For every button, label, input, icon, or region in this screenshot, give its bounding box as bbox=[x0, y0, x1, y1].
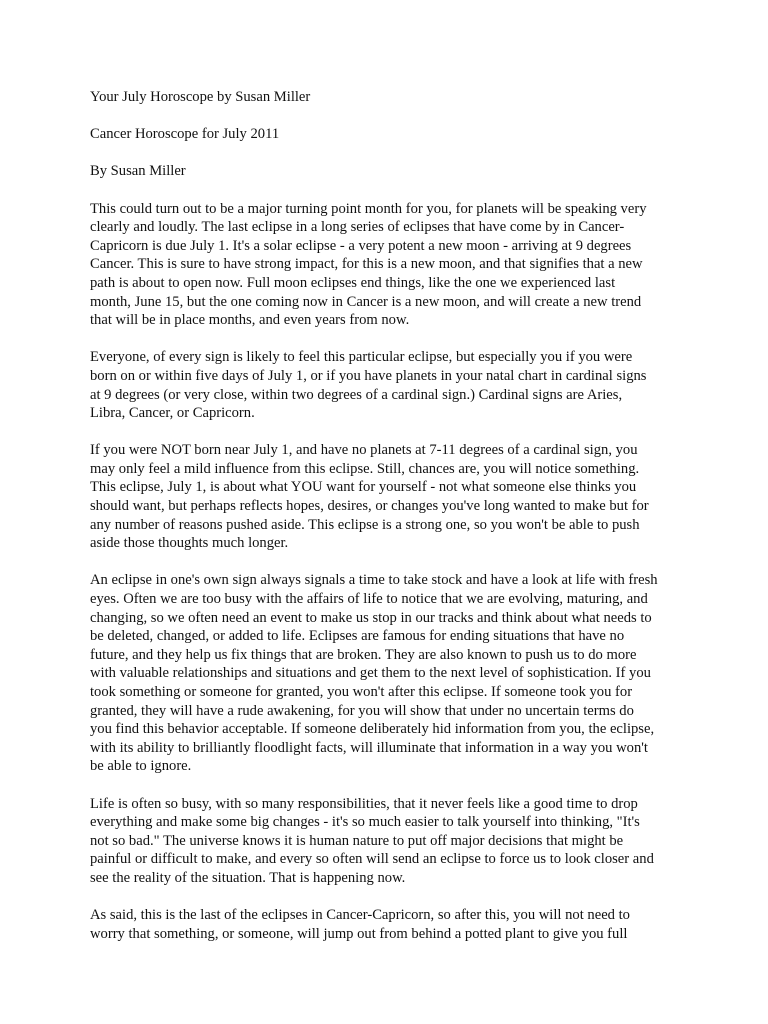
text-line: An eclipse in one's own sign always signals a time to take stock and have a look at life with fresh bbox=[90, 572, 658, 589]
document-page bbox=[90, 88, 680, 962]
text-line: should want, but perhaps reflects hopes, desires, or changes you've long wanted to make but for bbox=[90, 498, 649, 515]
text-line: As said, this is the last of the eclipses in Cancer-Capricorn, so after this, you will not need to bbox=[90, 907, 630, 924]
text-line: you find this behavior acceptable. If someone deliberately hid information from you, the eclipse, bbox=[90, 721, 655, 738]
text-line: worry that something, or someone, will jump out from behind a potted plant to give you full bbox=[90, 925, 628, 942]
text-line: clearly and loudly. The last eclipse in a long series of eclipses that have come by in Cancer- bbox=[90, 219, 625, 236]
text-line: Capricorn is due July 1. It's a solar eclipse - a very potent a new moon - arriving at 9 degrees bbox=[90, 237, 632, 254]
text-line: with valuable relationships and situations and get them to the next level of sophistication. If you bbox=[90, 665, 651, 682]
text-line: This eclipse, July 1, is about what YOU want for yourself - not what someone else thinks you bbox=[90, 479, 637, 496]
text-line: Cancer. This is sure to have strong impact, for this is a new moon, and that signifies that a new bbox=[90, 256, 643, 273]
text-line: see the reality of the situation. That is happening now. bbox=[90, 869, 406, 886]
text-line: Everyone, of every sign is likely to feel this particular eclipse, but especially you if you were bbox=[90, 349, 633, 366]
paragraph-5 bbox=[90, 795, 680, 888]
text-line: painful or difficult to make, and every so often will send an eclipse to force us to look closer and bbox=[90, 851, 654, 868]
text-line: born on or within five days of July 1, or if you have planets in your natal chart in cardinal signs bbox=[90, 367, 647, 384]
text-line: granted, they will have a rude awakening, for you will show that under no uncertain terms do bbox=[90, 702, 634, 719]
text-line: at 9 degrees (or very close, within two degrees of a cardinal sign.) Cardinal signs are Aries, bbox=[90, 386, 623, 403]
paragraph-4 bbox=[90, 571, 680, 776]
text-line: future, and they help us fix things that are broken. They are also known to push us to do more bbox=[90, 646, 637, 663]
text-line: everything and make some big changes - it's so much easier to talk yourself into thinking, "It's bbox=[90, 814, 640, 831]
text-line: Libra, Cancer, or Capricorn. bbox=[90, 405, 255, 422]
paragraph-6 bbox=[90, 906, 680, 943]
paragraph-2 bbox=[90, 348, 680, 422]
text-line: be deleted, changed, or added to life. Eclipses are famous for ending situations that have no bbox=[90, 628, 625, 645]
text-line: aside those thoughts much longer. bbox=[90, 535, 289, 552]
text-line: be able to ignore. bbox=[90, 758, 192, 775]
text-line: This could turn out to be a major turning point month for you, for planets will be speaking very bbox=[90, 200, 647, 217]
paragraph-1 bbox=[90, 200, 680, 330]
text-line: path is about to open now. Full moon eclipses end things, like the one we experienced last bbox=[90, 274, 616, 291]
document-title: Your July Horoscope by Susan Miller bbox=[90, 89, 311, 105]
document-byline: By Susan Miller bbox=[90, 163, 186, 180]
text-line: changing, so we often need an event to make us stop in our tracks and think about what needs to bbox=[90, 609, 652, 626]
text-line: month, June 15, but the one coming now in Cancer is a new moon, and will create a new trend bbox=[90, 293, 642, 310]
text-line: that will be in place months, and even years from now. bbox=[90, 312, 410, 329]
text-line: eyes. Often we are too busy with the affairs of life to notice that we are evolving, maturing, and bbox=[90, 591, 648, 608]
text-line: If you were NOT born near July 1, and have no planets at 7-11 degrees of a cardinal sign, you bbox=[90, 442, 638, 459]
paragraph-3 bbox=[90, 441, 680, 553]
text-line: Life is often so busy, with so many responsibilities, that it never feels like a good time to drop bbox=[90, 795, 638, 812]
text-line: took something or someone for granted, you won't after this eclipse. If someone took you for bbox=[90, 684, 633, 700]
text-line: with its ability to brilliantly floodlight facts, will illuminate that information in a way you won't bbox=[90, 739, 648, 756]
text-line: not so bad." The universe knows it is human nature to put off major decisions that might be bbox=[90, 832, 624, 849]
text-line: any number of reasons pushed aside. This eclipse is a strong one, so you won't be able to push bbox=[90, 516, 640, 533]
text-line: may only feel a mild influence from this eclipse. Still, chances are, you will notice something. bbox=[90, 460, 640, 477]
document-subtitle: Cancer Horoscope for July 2011 bbox=[90, 126, 280, 143]
